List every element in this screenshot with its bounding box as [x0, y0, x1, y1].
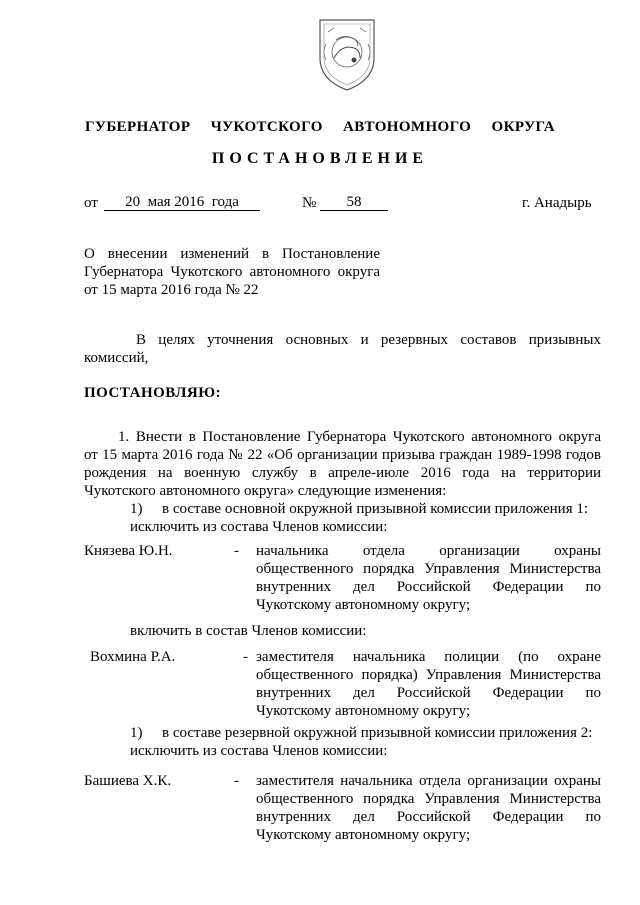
- exclude-label: исключить из состава Членов комиссии:: [130, 519, 388, 535]
- preamble: [84, 331, 601, 367]
- exclude-label: исключить из состава Членов комиссии:: [130, 743, 388, 759]
- decree-subject: [84, 245, 380, 299]
- number-label: №: [302, 195, 317, 211]
- member-name: Князева Ю.Н.: [84, 543, 173, 559]
- position-line: заместителя начальника полиции (по охране: [256, 649, 601, 665]
- paragraph-1: [84, 428, 601, 500]
- member-name: Вохмина Р.А.: [90, 649, 176, 665]
- member-dash: -: [234, 773, 239, 789]
- resolve-heading: ПОСТАНОВЛЯЮ:: [84, 385, 222, 401]
- position-line: заместителя начальника отдела организации охраны: [256, 773, 601, 789]
- paragraph-line: 1. Внести в Постановление Губернатора Чукотского автономного округа: [118, 429, 601, 445]
- subject-line: от 15 марта 2016 года № 22: [84, 282, 259, 298]
- position-line: начальника отдела организации охраны: [256, 543, 601, 559]
- position-line: внутренних дел Российской Федерации по: [256, 685, 601, 701]
- subitem-text: в составе основной окружной призывной комиссии приложения 1:: [162, 501, 589, 517]
- position-line: общественного порядка) Управления Министерства: [256, 667, 601, 683]
- page-title: ГУБЕРНАТОР ЧУКОТСКОГО АВТОНОМНОГО ОКРУГА: [84, 119, 556, 135]
- include-label: включить в состав Членов комиссии:: [130, 623, 367, 639]
- subitem-number: 1): [130, 725, 143, 741]
- coat-of-arms-emblem: [314, 14, 380, 94]
- preamble-line: В целях уточнения основных и резервных составов призывных: [136, 332, 601, 348]
- member-dash: -: [234, 543, 239, 559]
- member-position: [256, 772, 601, 844]
- member-position: [256, 542, 601, 614]
- subitem-text: в составе резервной окружной призывной комиссии приложения 2:: [162, 725, 593, 741]
- position-line: внутренних дел Российской Федерации по: [256, 579, 601, 595]
- decree-heading: ПОСТАНОВЛЕНИЕ: [211, 150, 429, 167]
- preamble-line: комиссий,: [84, 350, 149, 366]
- paragraph-line: от 15 марта 2016 года № 22 «Об организации призыва граждан 1989-1998 годов: [84, 447, 601, 463]
- position-line: общественного порядка Управления Министерства: [256, 561, 601, 577]
- member-name: Башиева Х.К.: [84, 773, 172, 789]
- decree-date: 20 мая 2016 года: [104, 194, 260, 211]
- from-label: от: [84, 195, 98, 211]
- subitem-number: 1): [130, 501, 143, 517]
- paragraph-line: Чукотского автономного округа» следующие изменения:: [84, 483, 447, 499]
- position-line: Чукотскому автономному округу;: [256, 597, 471, 613]
- city: г. Анадырь: [522, 195, 592, 211]
- paragraph-line: рождения на военную службу в апреле-июле 2016 года на территории: [84, 465, 601, 481]
- position-line: Чукотскому автономному округу;: [256, 827, 471, 843]
- member-position: [256, 648, 601, 720]
- member-dash: -: [243, 649, 248, 665]
- subject-line: О внесении изменений в Постановление: [84, 246, 380, 262]
- position-line: Чукотскому автономному округу;: [256, 703, 471, 719]
- position-line: общественного порядка Управления Министерства: [256, 791, 601, 807]
- decree-number: 58: [320, 194, 388, 211]
- subject-line: Губернатора Чукотского автономного округа: [84, 264, 380, 280]
- position-line: внутренних дел Российской Федерации по: [256, 809, 601, 825]
